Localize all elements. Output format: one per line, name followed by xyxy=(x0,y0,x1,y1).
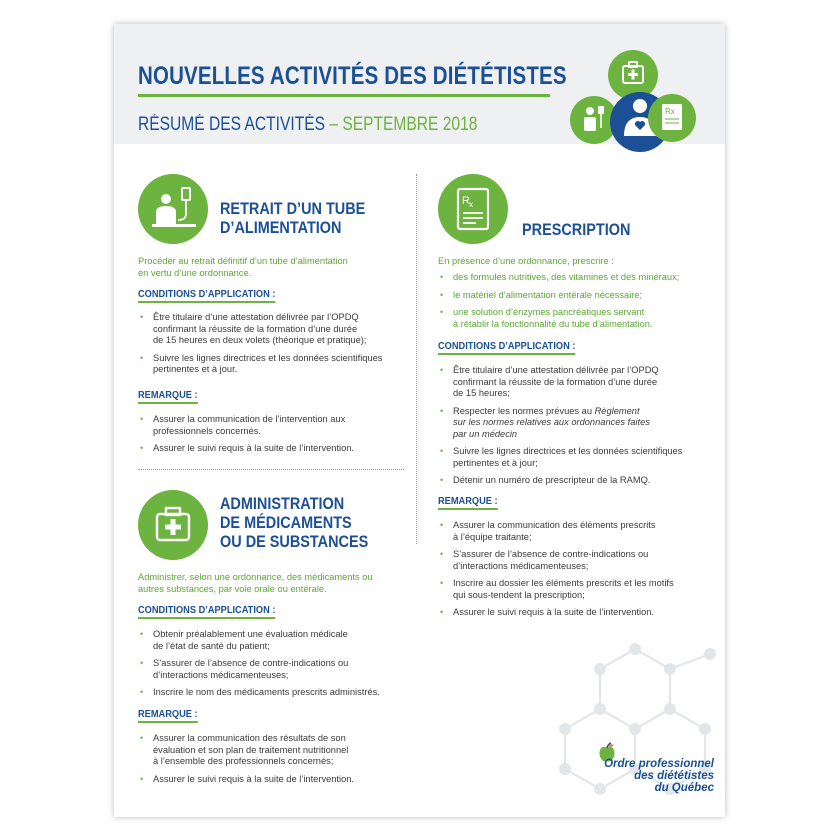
svg-text:x: x xyxy=(469,200,473,209)
prescription-title: PRESCRIPTION xyxy=(522,220,631,239)
administration-title-line3: OU DE SUBSTANCES xyxy=(220,532,369,551)
subtitle-date: – SEPTEMBRE 2018 xyxy=(324,114,478,135)
logo-line2: des diététistes xyxy=(634,770,714,782)
logo-line3: du Québec xyxy=(654,782,714,794)
administration-intro-line2: autres substances, par voie orale ou entérale. xyxy=(138,584,327,594)
list-item xyxy=(438,607,718,619)
list-item xyxy=(138,658,414,681)
list-item-line: à rétablir la fonctionnalité du tube d’alimentation. xyxy=(453,318,653,329)
feeding-tube-icon xyxy=(138,174,208,244)
administration-conditions-heading xyxy=(138,604,275,619)
list-item-line: à l’ensemble des professionnels concernés; xyxy=(153,756,334,766)
logo-line1: Ordre professionnel xyxy=(604,758,714,770)
list-item-line: d’interactions médicamenteuses; xyxy=(453,560,589,571)
list-item-line: pertinentes et à jour. xyxy=(153,364,238,374)
list-item xyxy=(438,307,718,330)
page-title: NOUVELLES ACTIVITÉS DES DIÉTÉTISTES xyxy=(138,62,567,90)
administration-intro xyxy=(138,571,413,595)
column-divider-vertical xyxy=(416,174,417,544)
list-item-line: • Assurer le suivi requis à la suite de l’intervention. xyxy=(153,443,355,453)
list-item-line: • S’assurer de l’absence de contre-indications ou xyxy=(153,658,349,668)
list-item-line: • Suivre les lignes directrices et les données scientifiques xyxy=(453,446,683,456)
retrait-remarque-list xyxy=(138,414,414,461)
regulation-name-end: par un médecin xyxy=(453,428,518,439)
prescription-remarque-heading xyxy=(438,495,498,510)
list-item xyxy=(138,687,414,699)
retrait-conditions-heading xyxy=(138,288,275,303)
list-item xyxy=(138,414,414,437)
list-item-line xyxy=(453,406,718,418)
list-item xyxy=(138,733,414,768)
prescription-intro: En présence d’une ordonnance, prescrire : xyxy=(438,256,614,266)
administration-conditions-list xyxy=(138,629,414,705)
title-underline xyxy=(138,94,550,97)
list-item xyxy=(438,549,718,572)
list-item xyxy=(438,520,718,543)
prescription-conditions-list xyxy=(438,365,718,493)
page-subtitle xyxy=(138,114,477,136)
list-item-line: • des formules nutritives, des vitamines et des minéraux; xyxy=(453,272,680,282)
header-band xyxy=(114,24,725,144)
list-item-line: confirmant la réussite de la formation d’une durée xyxy=(153,323,358,334)
list-item-line: de l’état de santé du patient; xyxy=(153,640,270,651)
list-item-line: évaluation et son plan de traitement nutritionnel xyxy=(153,744,349,755)
list-item-line: • Être titulaire d’une attestation délivrée par l’OPDQ xyxy=(153,312,359,322)
list-item-line: pertinentes et à jour; xyxy=(453,457,538,468)
list-item-line: d’interactions médicamenteuses; xyxy=(153,669,289,680)
list-item-line: qui sous-tendent la prescription; xyxy=(453,589,585,600)
list-item xyxy=(138,443,414,455)
prescription-remarque-list xyxy=(438,520,718,625)
regulation-name-cont: sur les normes relatives aux ordonnances faites xyxy=(453,417,650,427)
list-item xyxy=(138,353,414,376)
retrait-title xyxy=(220,199,365,237)
list-item xyxy=(438,406,718,441)
list-item-line xyxy=(453,417,718,429)
administration-conditions-heading-text: CONDITIONS D’APPLICATION : xyxy=(138,604,276,616)
header-prescription-circle-icon xyxy=(648,94,696,142)
list-item-line: • Être titulaire d’une attestation délivrée par l’OPDQ xyxy=(453,365,659,375)
list-item xyxy=(438,578,718,601)
list-item xyxy=(438,272,718,284)
list-item-line: • Assurer le suivi requis à la suite de l’intervention. xyxy=(453,607,655,617)
list-item xyxy=(138,774,414,786)
prescription-conditions-heading xyxy=(438,340,575,355)
administration-title xyxy=(220,494,368,551)
regulation-name: Règlement xyxy=(594,405,640,416)
list-item xyxy=(438,475,718,487)
prescription-remarque-heading-text: REMARQUE : xyxy=(438,495,498,507)
list-item-line: • Détenir un numéro de prescripteur de la RAMQ. xyxy=(453,475,651,485)
retrait-conditions-list xyxy=(138,312,414,382)
retrait-title-line1: RETRAIT D’UN TUBE xyxy=(220,199,366,218)
list-item-line: de 15 heures; xyxy=(453,388,510,398)
list-item xyxy=(138,312,414,347)
prescription-conditions-heading-text: CONDITIONS D’APPLICATION : xyxy=(438,340,576,352)
document-page xyxy=(114,24,725,817)
section-divider-horizontal xyxy=(138,469,404,470)
list-item-line: • Assurer la communication de l’intervention aux xyxy=(153,414,346,424)
administration-remarque-list xyxy=(138,733,414,791)
administration-remarque-heading xyxy=(138,708,198,723)
retrait-intro-line1: Procéder au retrait définitif d’un tube d’alimentation xyxy=(138,256,348,266)
prescription-icon xyxy=(438,174,508,244)
subtitle-main: RÉSUMÉ DES ACTIVITÉS xyxy=(138,114,325,135)
list-item xyxy=(438,290,718,302)
retrait-remarque-heading-text: REMARQUE : xyxy=(138,389,198,401)
list-item-line: de 15 heures en deux volets (théorique et pratique); xyxy=(153,335,367,345)
prescription-items-list xyxy=(438,272,718,336)
list-item-line: professionnels concernés. xyxy=(153,425,262,436)
administration-remarque-heading-text: REMARQUE : xyxy=(138,708,198,720)
list-item-line: • Inscrire au dossier les éléments prescrits et les motifs xyxy=(453,578,674,588)
retrait-intro-line2: en vertu d’une ordonnance. xyxy=(138,268,252,278)
list-item-line: • Assurer le suivi requis à la suite de l’intervention. xyxy=(153,773,355,784)
list-item-line: • Suivre les lignes directrices et les données scientifiques xyxy=(153,352,383,363)
retrait-title-line2: D’ALIMENTATION xyxy=(220,218,342,237)
list-item-line: • une solution d’enzymes pancréatiques servant xyxy=(453,307,645,317)
administration-title-line1: ADMINISTRATION xyxy=(220,494,345,513)
list-item-line: • Assurer la communication des résultats de son xyxy=(153,733,346,743)
retrait-remarque-heading xyxy=(138,389,198,404)
administration-intro-line1: Administrer, selon une ordonnance, des médicaments ou xyxy=(138,572,373,582)
regulation-intro-text: Respecter les normes prévues au xyxy=(453,405,595,416)
list-item-line: • S’assurer de l’absence de contre-indications ou xyxy=(453,549,649,559)
administration-title-line2: DE MÉDICAMENTS xyxy=(220,513,352,532)
list-item xyxy=(138,629,414,652)
retrait-intro xyxy=(138,255,408,279)
medicine-kit-icon xyxy=(138,490,208,560)
retrait-conditions-heading-text: CONDITIONS D’APPLICATION : xyxy=(138,288,276,300)
list-item-line: confirmant la réussite de la formation d’une durée xyxy=(453,376,658,387)
list-item xyxy=(438,365,718,400)
list-item-line: • Assurer la communication des éléments prescrits xyxy=(453,520,656,530)
list-item xyxy=(438,446,718,469)
list-item-line: • Obtenir préalablement une évaluation médicale xyxy=(153,629,348,639)
list-item-line: • Inscrire le nom des médicaments prescrits administrés. xyxy=(153,687,380,697)
list-item-line xyxy=(453,429,718,441)
list-item-line: • le matériel d’alimentation entérale nécessaire; xyxy=(453,289,643,300)
svg-text:R: R xyxy=(462,195,470,207)
svg-text:Rx: Rx xyxy=(665,107,675,116)
opdq-logo-text xyxy=(602,758,714,794)
list-item-line: à l’équipe traitante; xyxy=(453,531,532,542)
